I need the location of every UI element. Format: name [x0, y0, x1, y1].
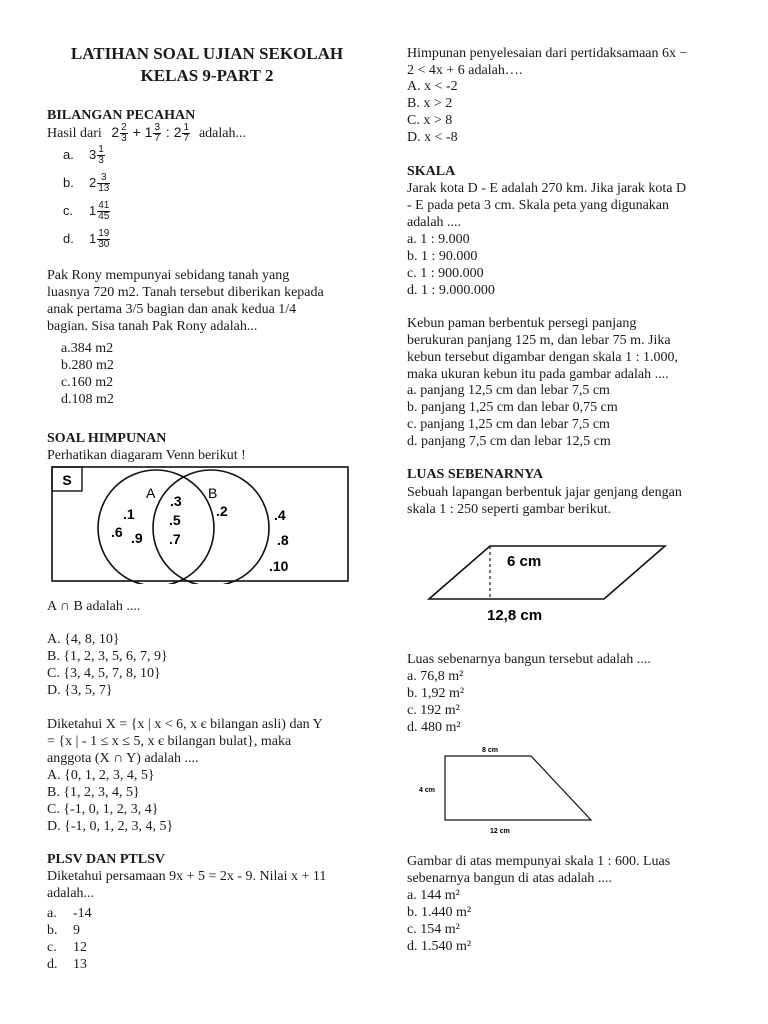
fraction-expression — [111, 122, 195, 144]
plsv-line-1: Diketahui persamaan 9x + 5 = 2x - 9. Nilai x + 11 — [47, 869, 327, 884]
plsv-options — [47, 905, 92, 973]
skala-q2-option-d[interactable]: d. panjang 7,5 cm dan lebar 12,5 cm — [407, 434, 611, 449]
plsv-option-c[interactable]: c. 12 — [47, 940, 87, 955]
luas-q2-line-2: sebenarnya bangun di atas adalah .... — [407, 871, 612, 886]
xy-option-b[interactable]: B. {1, 2, 3, 4, 5} — [47, 785, 140, 800]
heading-himpunan: SOAL HIMPUNAN — [47, 431, 167, 446]
venn-element: .1 — [123, 506, 135, 522]
plsv-question — [47, 868, 377, 902]
venn-label-b: B — [208, 485, 218, 501]
skala-q1-line-2: - E pada peta 3 cm. Skala peta yang digunakan — [407, 198, 670, 213]
heading-pecahan: BILANGAN PECAHAN — [47, 108, 196, 123]
venn-option-c[interactable]: C. {3, 4, 5, 7, 8, 10} — [47, 666, 161, 681]
heading-skala: SKALA — [407, 164, 456, 179]
expr-term3-whole: 2 — [173, 124, 182, 141]
venn-option-a[interactable]: A. {4, 8, 10} — [47, 632, 120, 647]
pertidaksamaan-question — [407, 45, 737, 79]
luas-q1-option-d[interactable]: d. 480 m² — [407, 720, 461, 735]
rony-options — [61, 340, 114, 408]
expr-term1-whole: 2 — [111, 124, 120, 141]
luas-q2-line-1: Gambar di atas mempunyai skala 1 : 600. Luas — [407, 854, 671, 869]
venn-element: .4 — [274, 507, 286, 523]
skala-q1-option-d[interactable]: d. 1 : 9.000.000 — [407, 283, 495, 298]
venn-label-a: A — [146, 485, 156, 501]
luas-q1-ask: Luas sebenarnya bangun tersebut adalah .... — [407, 652, 651, 667]
plsv-option-a[interactable]: a. -14 — [47, 906, 92, 921]
trapezoid-bottom-label: 12 cm — [490, 828, 510, 835]
skala-q1-option-b[interactable]: b. 1 : 90.000 — [407, 249, 478, 264]
plsv-option-b[interactable]: b. 9 — [47, 923, 80, 938]
rony-option-c[interactable]: c.160 m2 — [61, 375, 114, 390]
skala-q2-line-4: maka ukuran kebun itu pada gambar adalah .... — [407, 367, 669, 382]
skala-q2-option-c[interactable]: c. panjang 1,25 cm dan lebar 7,5 cm — [407, 417, 610, 432]
luas-q2-option-b[interactable]: b. 1.440 m² — [407, 905, 472, 920]
parallelogram-figure — [427, 538, 677, 628]
skala-q1-options — [407, 231, 495, 299]
luas-q1 — [407, 484, 737, 518]
rony-option-b[interactable]: b.280 m2 — [61, 358, 114, 373]
xy-option-d[interactable]: D. {-1, 0, 1, 2, 3, 4, 5} — [47, 819, 174, 834]
rony-line-2: luasnya 720 m2. Tanah tersebut diberikan kepada — [47, 285, 324, 300]
skala-q1 — [407, 180, 737, 231]
skala-q2 — [407, 315, 737, 383]
xy-option-c[interactable]: C. {-1, 0, 1, 2, 3, 4} — [47, 802, 159, 817]
pts-option-d[interactable]: D. x < -8 — [407, 130, 458, 145]
plsv-option-d[interactable]: d. 13 — [47, 957, 87, 972]
parallelogram-base-label: 12,8 cm — [487, 607, 543, 624]
venn-option-d[interactable]: D. {3, 5, 7} — [47, 683, 113, 698]
skala-q2-line-1: Kebun paman berbentuk persegi panjang — [407, 316, 637, 331]
option-a[interactable]: a. 3 $\frac{1}{3}$ — [63, 144, 104, 166]
luas-q2-option-c[interactable]: c. 154 m² — [407, 922, 460, 937]
venn-diagram — [51, 466, 351, 584]
skala-q2-line-2: berukuran panjang 125 m, dan lebar 75 m. Jika — [407, 333, 671, 348]
venn-element: .5 — [169, 512, 181, 528]
rony-line-3: anak pertama 3/5 bagian dan anak kedua 1/4 — [47, 302, 297, 317]
plsv-line-2: adalah... — [47, 886, 95, 901]
venn-element: .6 — [111, 524, 123, 540]
pts-line-1: Himpunan penyelesaian dari pertidaksamaan 6x − — [407, 46, 688, 61]
rony-line-4: bagian. Sisa tanah Pak Rony adalah... — [47, 319, 258, 334]
venn-universal-box — [52, 467, 348, 581]
pts-option-a[interactable]: A. x < -2 — [407, 79, 458, 94]
luas-q2 — [407, 853, 737, 887]
venn-element: .8 — [277, 532, 289, 548]
skala-q2-option-a[interactable]: a. panjang 12,5 cm dan lebar 7,5 cm — [407, 383, 610, 398]
venn-element: .2 — [216, 503, 228, 519]
pecahan-options — [63, 145, 111, 257]
luas-q1-line-1: Sebuah lapangan berbentuk jajar genjang dengan — [407, 485, 682, 500]
venn-element: .3 — [170, 493, 182, 509]
expr-op2: : — [165, 124, 170, 141]
skala-q2-options — [407, 382, 618, 450]
title-line-2: KELAS 9-PART 2 — [140, 66, 274, 85]
trapezoid-side-label: 4 cm — [419, 787, 435, 794]
expr-term3-num: 1 — [183, 122, 190, 133]
xy-question — [47, 716, 377, 767]
skala-q1-line-3: adalah .... — [407, 215, 462, 230]
skala-q1-line-1: Jarak kota D - E adalah 270 km. Jika jarak kota D — [407, 181, 687, 196]
pertidaksamaan-options — [407, 78, 458, 146]
title-line-1: LATIHAN SOAL UJIAN SEKOLAH — [70, 44, 344, 63]
venn-intro: Perhatikan diagaram Venn berikut ! — [47, 448, 246, 463]
xy-option-a[interactable]: A. {0, 1, 2, 3, 4, 5} — [47, 768, 155, 783]
xy-line-2: = {x | - 1 ≤ x ≤ 5, x є bilangan bulat}, maka — [47, 734, 292, 749]
expr-term2-num: 3 — [154, 122, 161, 133]
pecahan-question-prefix: Hasil dari — [47, 126, 102, 142]
expr-term2-whole: 1 — [144, 124, 153, 141]
expr-term1-den: 3 — [121, 133, 127, 144]
luas-q1-option-b[interactable]: b. 1,92 m² — [407, 686, 465, 701]
pts-option-b[interactable]: B. x > 2 — [407, 96, 453, 111]
venn-s-label: S — [62, 472, 72, 488]
luas-q2-option-d[interactable]: d. 1.540 m² — [407, 939, 472, 954]
option-b[interactable]: b. 2 $\frac{3}{13}$ — [63, 172, 110, 194]
expr-op1: + — [132, 124, 141, 141]
trapezoid-shape — [445, 756, 591, 820]
luas-q2-options — [407, 887, 471, 955]
luas-q1-option-c[interactable]: c. 192 m² — [407, 703, 460, 718]
venn-option-b[interactable]: B. {1, 2, 3, 5, 6, 7, 9} — [47, 649, 168, 664]
xy-line-3: anggota (X ∩ Y) adalah .... — [47, 751, 199, 766]
venn-element: .10 — [269, 558, 289, 574]
heading-plsv: PLSV DAN PTLSV — [47, 852, 165, 867]
xy-line-1: Diketahui X = {x | x < 6, x є bilangan asli) dan Y — [47, 717, 323, 732]
luas-q2-option-a[interactable]: a. 144 m² — [407, 888, 460, 903]
xy-options — [47, 767, 173, 835]
expr-term2-den: 7 — [154, 133, 161, 144]
parallelogram-shape — [429, 546, 665, 599]
pts-option-c[interactable]: C. x > 8 — [407, 113, 453, 128]
luas-q1-options — [407, 668, 464, 736]
luas-q1-line-2: skala 1 : 250 seperti gambar berikut. — [407, 502, 612, 517]
venn-element: .9 — [131, 530, 143, 546]
option-d[interactable]: d. 1 $\frac{19}{30}$ — [63, 228, 110, 250]
pts-line-2: 2 < 4x + 6 adalah…. — [407, 63, 523, 78]
rony-question — [47, 267, 377, 335]
heading-luas: LUAS SEBENARNYA — [407, 467, 544, 482]
venn-question: A ∩ B adalah .... — [47, 599, 141, 614]
parallelogram-height-label: 6 cm — [507, 553, 542, 570]
pecahan-question-suffix: adalah... — [198, 126, 246, 142]
page-title — [47, 43, 367, 87]
venn-element: .7 — [169, 531, 181, 547]
trapezoid-top-label: 8 cm — [482, 747, 498, 754]
rony-line-1: Pak Rony mempunyai sebidang tanah yang — [47, 268, 290, 283]
expr-term1-num: 2 — [121, 122, 127, 133]
rony-option-d[interactable]: d.108 m2 — [61, 392, 114, 407]
expr-term3-den: 7 — [183, 133, 190, 144]
skala-q2-option-b[interactable]: b. panjang 1,25 cm dan lebar 0,75 cm — [407, 400, 618, 415]
skala-q2-line-3: kebun tersebut digambar dengan skala 1 : 1.000, — [407, 350, 678, 365]
venn-options — [47, 631, 168, 699]
skala-q1-option-a[interactable]: a. 1 : 9.000 — [407, 232, 470, 247]
pecahan-question — [47, 123, 246, 144]
skala-q1-option-c[interactable]: c. 1 : 900.000 — [407, 266, 484, 281]
trapezoid-figure — [415, 742, 605, 838]
rony-option-a[interactable]: a.384 m2 — [61, 341, 114, 356]
option-c[interactable]: c. 1 $\frac{41}{45}$ — [63, 200, 110, 222]
luas-q1-option-a[interactable]: a. 76,8 m² — [407, 669, 464, 684]
